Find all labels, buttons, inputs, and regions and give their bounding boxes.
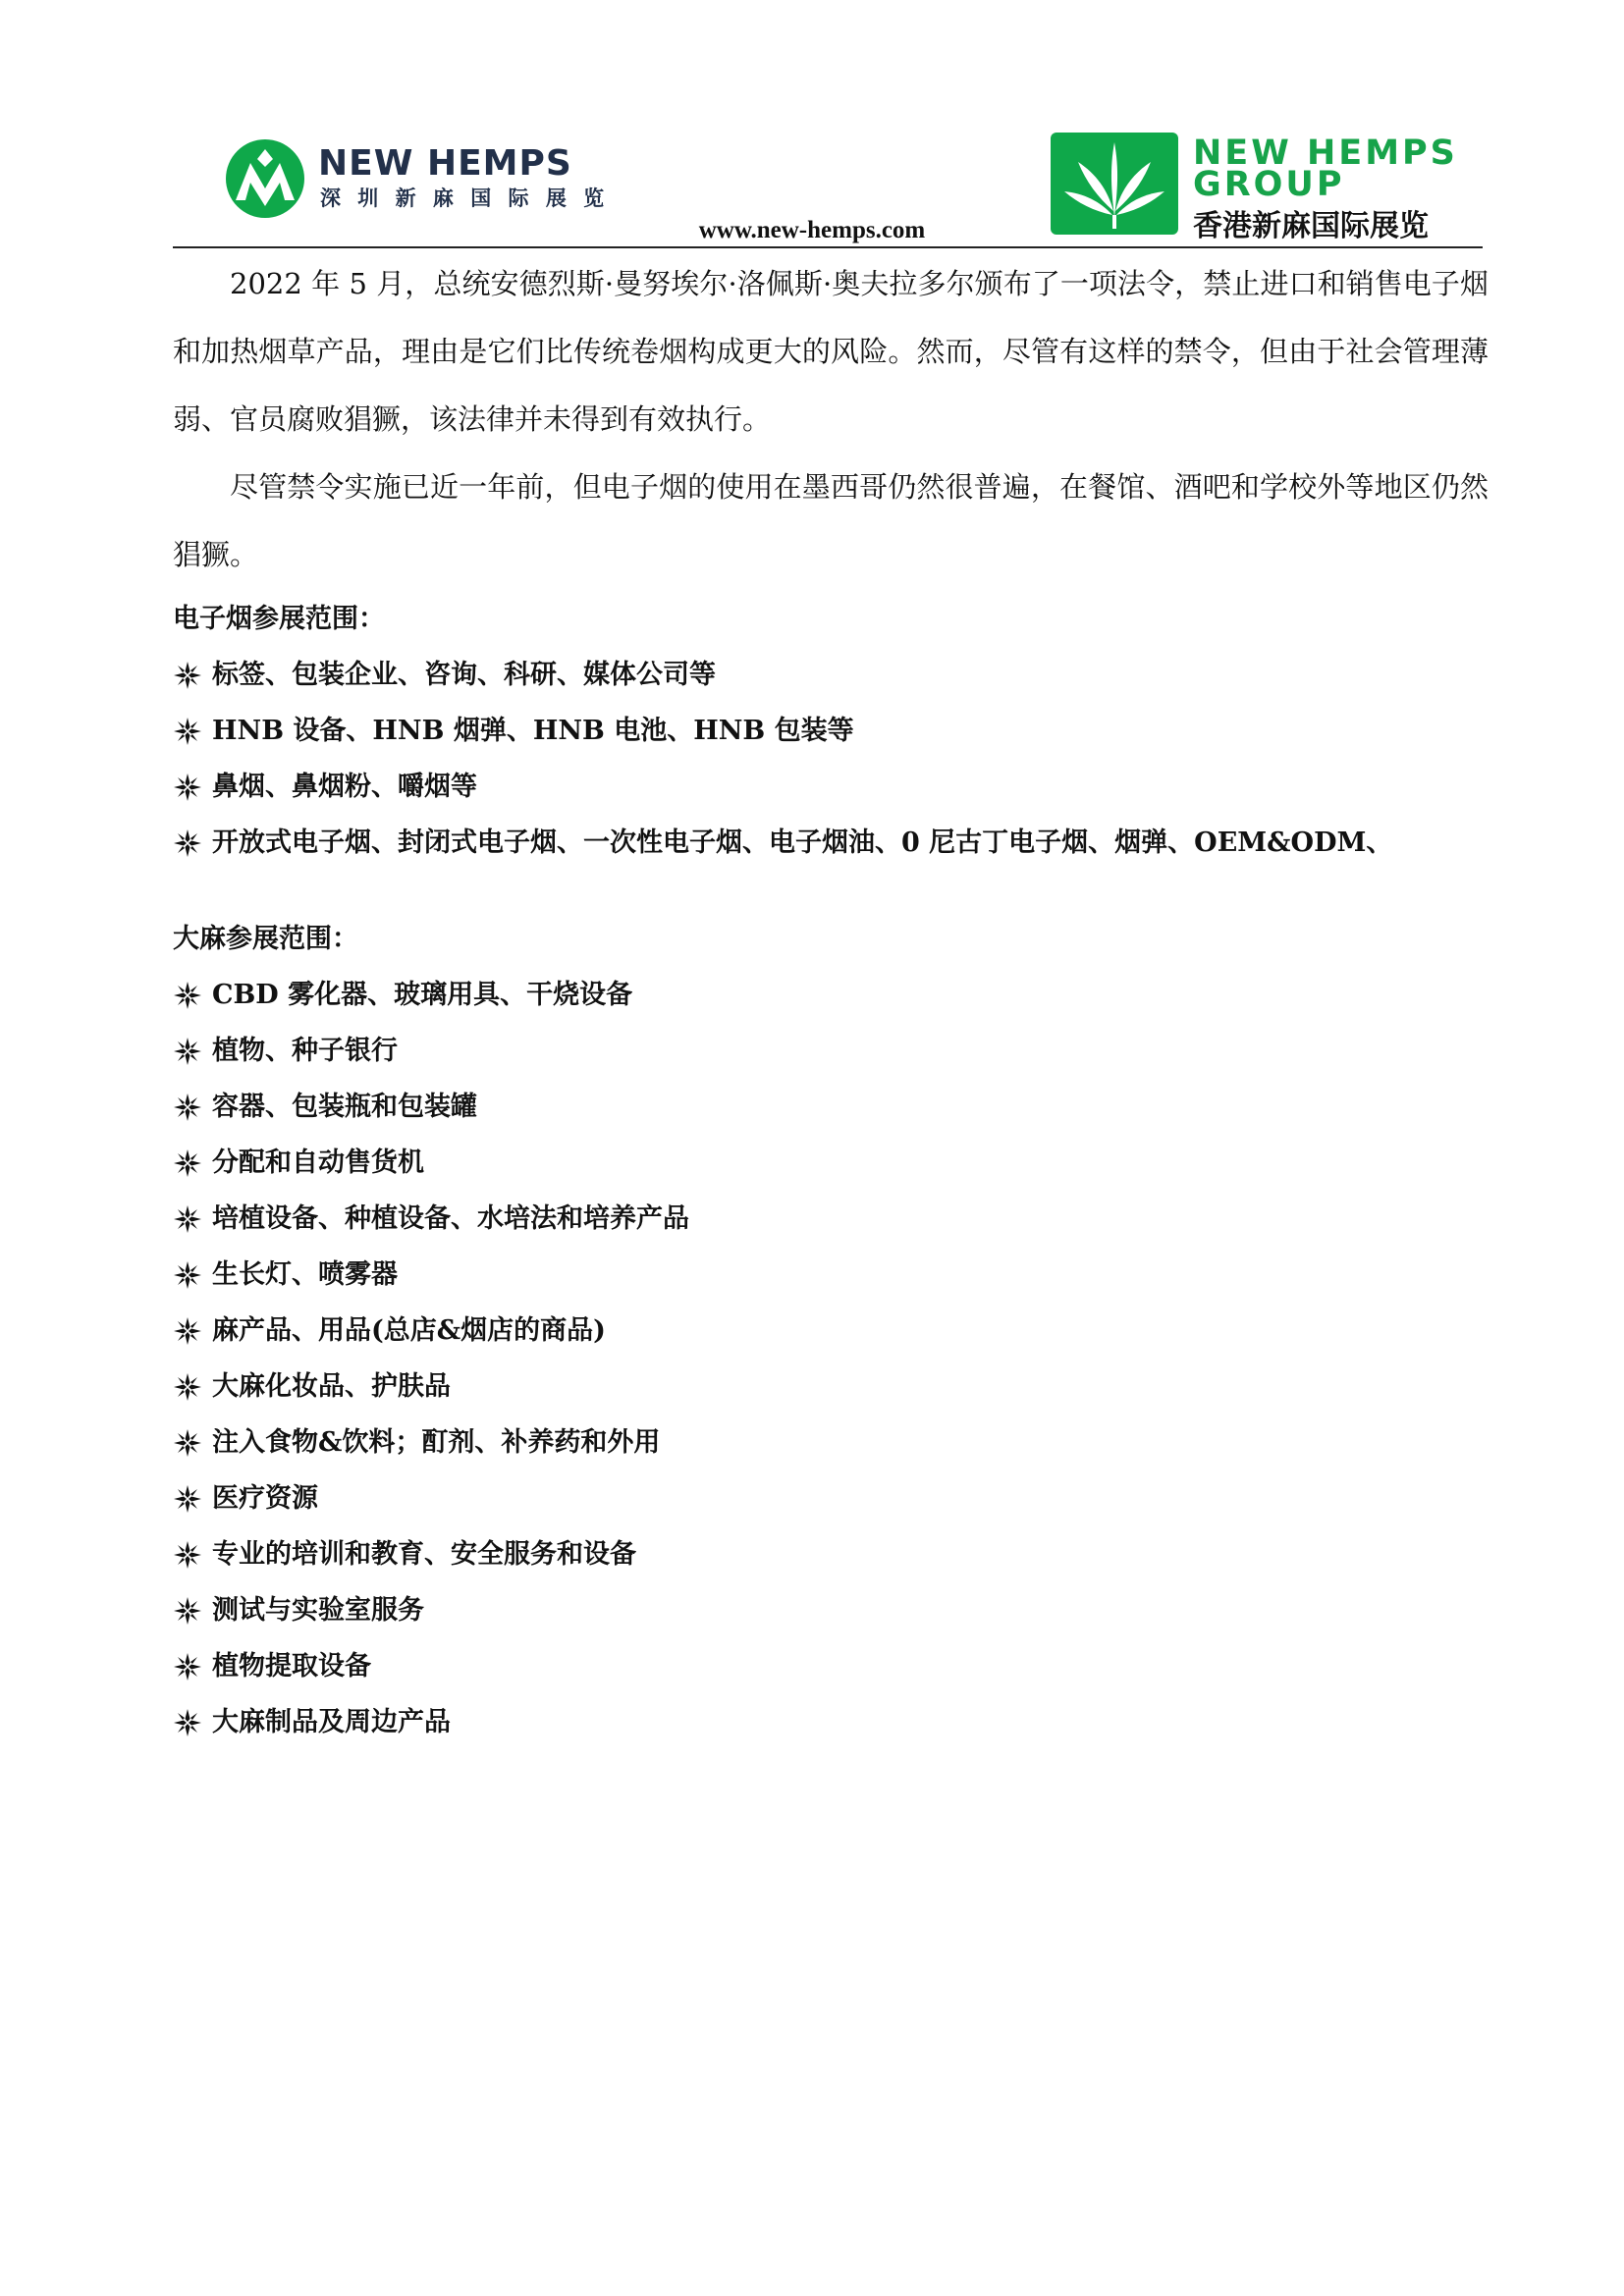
logo-right-line1: NEW HEMPS xyxy=(1193,133,1458,173)
bullet-icon xyxy=(173,1694,212,1750)
list-item xyxy=(173,1135,1489,1191)
page-header xyxy=(0,0,1624,250)
list-item-text: 分配和自动售货机 xyxy=(212,1148,424,1178)
header-divider xyxy=(173,246,1483,248)
bullet-icon xyxy=(173,1247,212,1303)
paragraph: 尽管禁令实施已近一年前，但电子烟的使用在墨西哥仍然很普遍，在餐馆、酒吧和学校外等地区仍然猖獗。 xyxy=(173,470,1489,571)
logo-right-cn: 香港新麻国际展览 xyxy=(1193,209,1429,243)
list-item xyxy=(173,1359,1489,1415)
list-item xyxy=(173,1638,1489,1694)
bullet-icon xyxy=(173,1638,212,1694)
bullet-icon xyxy=(173,1359,212,1415)
bullet-icon xyxy=(173,1079,212,1135)
bullet-icon xyxy=(173,759,212,815)
list-item xyxy=(173,647,1489,703)
list-item xyxy=(173,1303,1489,1359)
list-item-text: 标签、包装企业、咨询、科研、媒体公司等 xyxy=(212,660,716,690)
list-item xyxy=(173,1582,1489,1638)
list-item xyxy=(173,1470,1489,1526)
list-item-text: 医疗资源 xyxy=(212,1483,318,1514)
bullet-icon xyxy=(173,1303,212,1359)
bullet-icon xyxy=(173,1526,212,1582)
list-item-text: 大麻制品及周边产品 xyxy=(212,1707,451,1737)
bullet-icon xyxy=(173,647,212,703)
list-item-text: 注入食物&饮料；酊剂、补养药和外用 xyxy=(212,1427,661,1458)
list-item-text: 麻产品、用品(总店&烟店的商品) xyxy=(212,1315,606,1346)
list-item xyxy=(173,815,1489,871)
item-list xyxy=(173,647,1489,871)
list-item xyxy=(173,967,1489,1023)
bullet-icon xyxy=(173,815,212,871)
list-item-text: CBD 雾化器、玻璃用具、干烧设备 xyxy=(212,980,633,1010)
bullet-icon xyxy=(173,1135,212,1191)
list-item-text: 专业的培训和教育、安全服务和设备 xyxy=(212,1539,636,1570)
section-spacer xyxy=(173,871,1489,911)
section-ecig xyxy=(173,591,1489,871)
bullet-icon xyxy=(173,1582,212,1638)
logo-right-line2: GROUP xyxy=(1193,165,1345,204)
bullet-icon xyxy=(173,1470,212,1526)
logo-left-name: NEW HEMPS xyxy=(318,143,572,184)
list-item xyxy=(173,1247,1489,1303)
list-item-text: 大麻化妆品、护肤品 xyxy=(212,1371,451,1402)
bullet-icon xyxy=(173,1023,212,1079)
hemp-emblem-icon xyxy=(218,137,312,220)
section-cannabis xyxy=(173,911,1489,1750)
new-hemps-shenzhen-logo xyxy=(218,137,610,220)
bullet-icon xyxy=(173,1191,212,1247)
list-item-text: 植物、种子银行 xyxy=(212,1036,398,1066)
list-item xyxy=(173,1023,1489,1079)
list-item-text: 容器、包装瓶和包装罐 xyxy=(212,1092,477,1122)
list-item xyxy=(173,1694,1489,1750)
bullet-icon xyxy=(173,1415,212,1470)
list-item-text: 测试与实验室服务 xyxy=(212,1595,424,1626)
list-item-text: HNB 设备、HNB 烟弹、HNB 电池、HNB 包装等 xyxy=(212,716,854,746)
list-item-text: 鼻烟、鼻烟粉、嚼烟等 xyxy=(212,772,477,802)
document-body xyxy=(173,250,1489,1750)
section-title: 大麻参展范围： xyxy=(173,924,358,954)
list-item-text: 植物提取设备 xyxy=(212,1651,371,1682)
logo-left-cn: 深 圳 新 麻 国 际 展 览 xyxy=(320,187,610,210)
bullet-icon xyxy=(173,967,212,1023)
list-item xyxy=(173,1079,1489,1135)
list-item xyxy=(173,703,1489,759)
list-item-text: 培植设备、种植设备、水培法和培养产品 xyxy=(212,1203,689,1234)
list-item-text: 生长灯、喷雾器 xyxy=(212,1259,398,1290)
item-list xyxy=(173,967,1489,1750)
list-item xyxy=(173,1526,1489,1582)
website-url: www.new-hemps.com xyxy=(698,217,926,243)
paragraph: 2022 年 5 月，总统安德烈斯·曼努埃尔·洛佩斯·奥夫拉多尔颁布了一项法令，禁止进口和销售电子烟和加热烟草产品，理由是它们比传统卷烟构成更大的风险。然而，尽管有这样的禁令，但由于社会管理薄弱、官员腐败猖獗，该法律并未得到有效执行。 xyxy=(173,267,1489,436)
section-title: 电子烟参展范围： xyxy=(173,604,385,634)
list-item xyxy=(173,1191,1489,1247)
list-item xyxy=(173,1415,1489,1470)
list-item-text: 开放式电子烟、封闭式电子烟、一次性电子烟、电子烟油、0 尼古丁电子烟、烟弹、OEM&ODM、 xyxy=(212,828,1393,858)
list-item xyxy=(173,759,1489,815)
bullet-icon xyxy=(173,703,212,759)
